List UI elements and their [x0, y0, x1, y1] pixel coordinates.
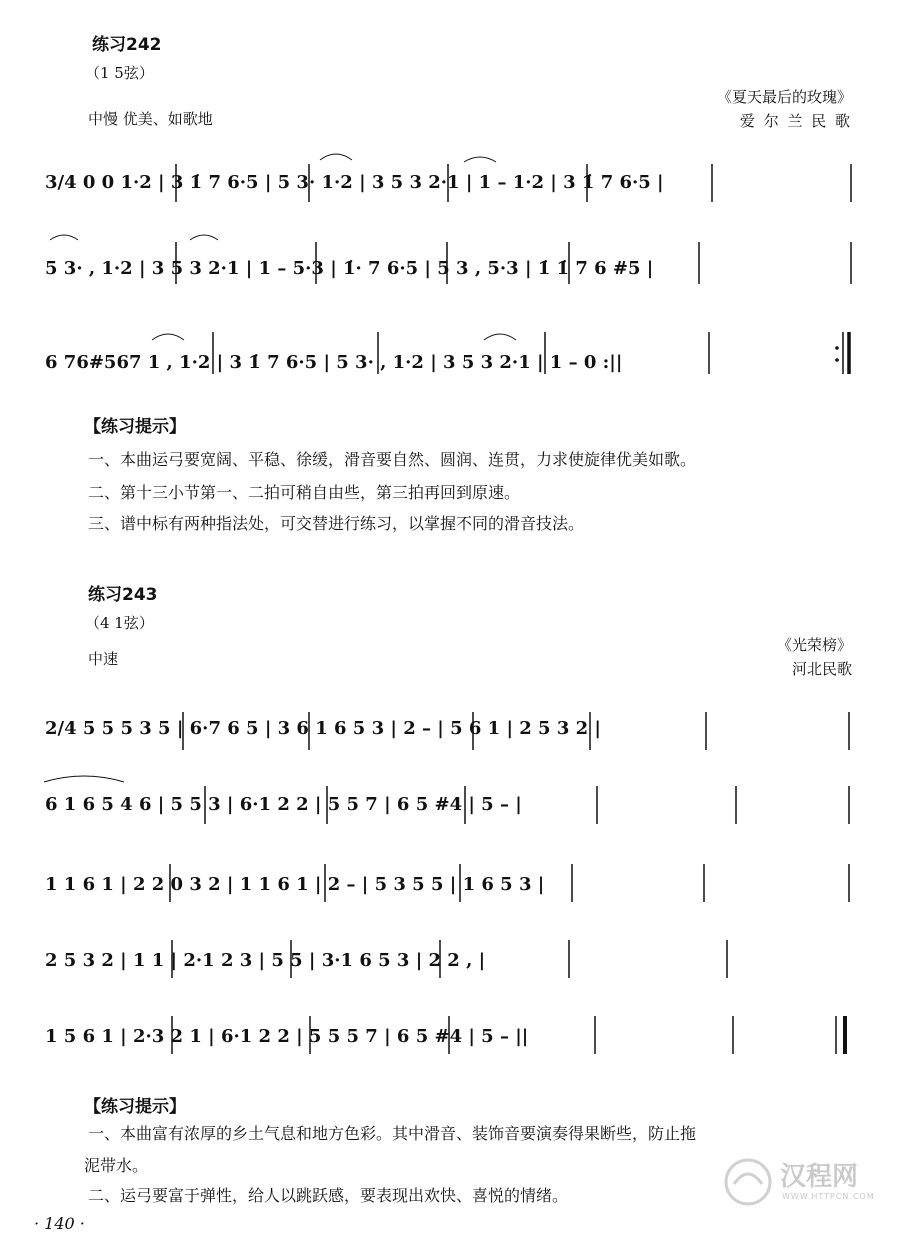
- watermark-logo-icon: [720, 1154, 776, 1210]
- exercise-242-title: 练习242: [92, 35, 162, 55]
- notation-text: 1 1 6 1 | 2 2 0 3 2 | 1 1 6 1 | 2 – | 5 3 5 5 | 1 6 5 3 |: [45, 874, 545, 895]
- exercise-243-notation-line-3: [0, 850, 900, 910]
- exercise-243-song-origin: 河北民歌: [791, 660, 852, 678]
- exercise-243-title: 练习243: [88, 585, 158, 605]
- exercise-242-song-origin: 爱 尔 兰 民 歌: [739, 112, 852, 130]
- notation-text: 2 5 3 2 | 1 1 | 2·1 2 3 | 5 5 | 3·1 6 5 3 | 2 2 , |: [45, 950, 486, 971]
- watermark-url: WWW.HTTPCN.COM: [782, 1192, 875, 1201]
- exercise-243-notation-line-2: [0, 772, 900, 832]
- exercise-242-notation-line-2: [0, 228, 900, 288]
- notation-text: 3/4 0 0 1·2 | 3 1̇ 7 6·5 | 5 3· 1·2 | 3 5 3 2·1 | 1 – 1·2 | 3 1̇ 7 6·5 |: [45, 172, 664, 193]
- exercise-243-notation-line-1: [0, 698, 900, 758]
- watermark: [720, 1150, 875, 1220]
- exercise-242-notation-line-1: [0, 150, 900, 210]
- notation-text: 5 3· , 1·2 | 3 5 3 2·1 | 1 – 5·3 | 1̇· 7 6·5 | 5 3 , 5·3 | 1̇ 1̇ 7 6 #5 |: [45, 258, 654, 279]
- notation-text: 6 76#567 1 , 1·2 | 3 1̇ 7 6·5 | 5 3· , 1·2 | 3 5 3 2·1 | 1 – 0 :||: [45, 352, 623, 373]
- page-number: · 140 ·: [34, 1214, 85, 1233]
- notation-text: 6 1 6 5 4 6 | 5 5 3 | 6·1 2 2 | 5 5 7 | 6 5 #4 | 5 – |: [45, 794, 522, 815]
- exercise-242-strings: （1 5弦）: [85, 64, 154, 82]
- exercise-243-hint-2: 二、运弓要富于弹性，给人以跳跃感，要表现出欢快、喜悦的情绪。: [88, 1186, 569, 1205]
- exercise-243-notation-line-4: [0, 926, 900, 986]
- exercise-243-hint-1: 一、本曲富有浓厚的乡土气息和地方色彩。其中滑音、装饰音要演奏得果断些，防止拖: [88, 1124, 697, 1143]
- exercise-242-tempo: 中慢 优美、如歌地: [88, 110, 213, 128]
- exercise-243-strings: （4 1弦）: [85, 614, 154, 632]
- notation-text: 2/4 5 5 5 3 5 | 6·7 6 5 | 3 6 1 6 5 3 | 2 – | 5 6 1 | 2 5 3 2 |: [45, 718, 601, 739]
- watermark-brand: 汉程网: [780, 1162, 859, 1192]
- exercise-243-hint-1-cont: 泥带水。: [84, 1156, 149, 1175]
- exercise-242-hint-2: 二、第十三小节第一、二拍可稍自由些，第三拍再回到原速。: [88, 483, 521, 502]
- exercise-242-notation-line-3: [0, 318, 900, 378]
- exercise-243-notation-line-5: [0, 1002, 900, 1062]
- exercise-243-hints-title: 【练习提示】: [84, 1097, 186, 1117]
- exercise-242-hint-3: 三、谱中标有两种指法处，可交替进行练习，以掌握不同的滑音技法。: [88, 514, 585, 533]
- exercise-243-song-title: 《光荣榜》: [776, 636, 852, 654]
- exercise-242-hints-title: 【练习提示】: [84, 417, 186, 437]
- exercise-242-song-title: 《夏天最后的玫瑰》: [716, 88, 852, 106]
- notation-text: 1 5 6 1 | 2·3 2 1 | 6·1 2 2 | 5 5 5 7 | 6 5 #4 | 5 – ||: [45, 1026, 529, 1047]
- exercise-242-hint-1: 一、本曲运弓要宽阔、平稳、徐缓，滑音要自然、圆润、连贯，力求使旋律优美如歌。: [88, 450, 697, 469]
- exercise-243-tempo: 中速: [88, 650, 119, 668]
